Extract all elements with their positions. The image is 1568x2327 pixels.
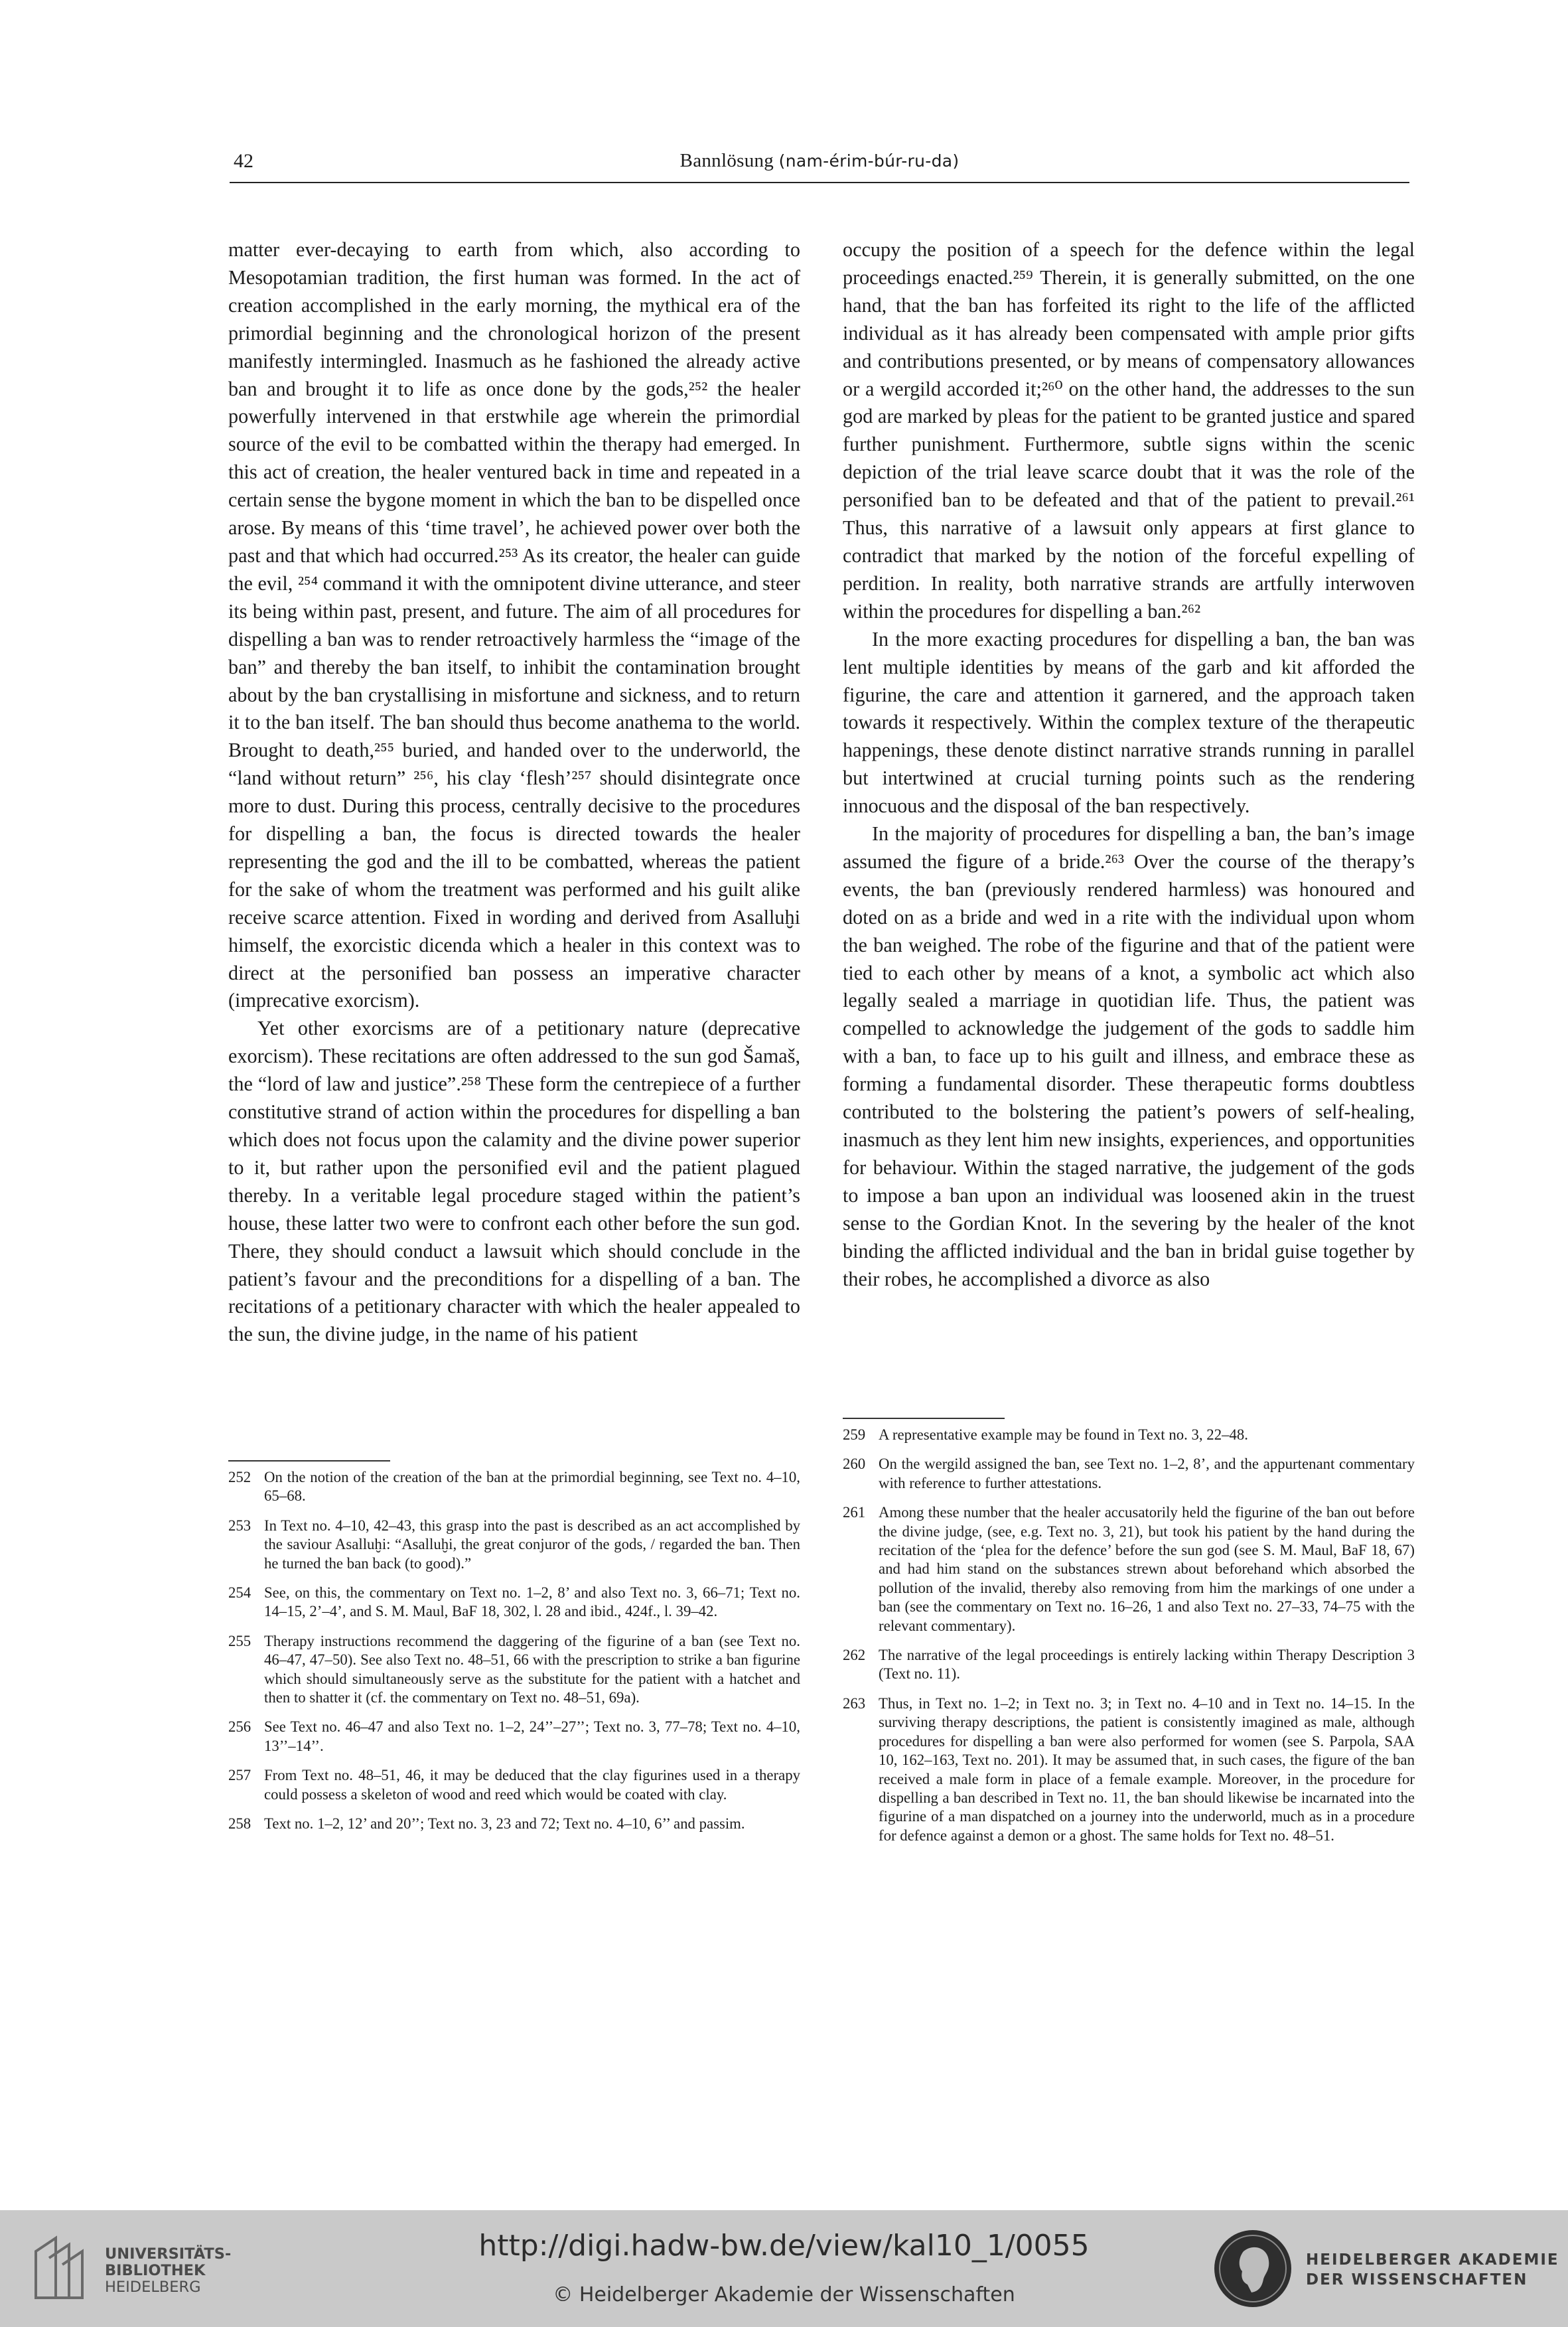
footnote-number: 262 [843, 1647, 866, 1664]
academy-seal-icon [1212, 2227, 1294, 2310]
footnote-number: 263 [843, 1694, 866, 1712]
footnote [228, 1517, 800, 1573]
running-header [230, 147, 1409, 183]
footnote [228, 1718, 800, 1756]
footnote-divider-right [843, 1418, 1005, 1419]
footnote-divider-left [228, 1460, 390, 1462]
footnote [843, 1455, 1415, 1493]
library-name-line-1: UNIVERSITÄTS- [105, 2245, 232, 2263]
running-title-main: Bannlösung [679, 150, 774, 171]
footnote-number: 259 [843, 1426, 866, 1443]
footnote-number: 255 [228, 1632, 251, 1649]
digitization-footer [0, 2210, 1568, 2327]
running-title [230, 150, 1409, 172]
footnote-text: See Text no. 46–47 and also Text no. 1–2, 24’’–27’’; Text no. 3, 77–78; Text no. 4–10, 13’’–14’’. [264, 1718, 800, 1754]
right-text-column [843, 236, 1415, 1293]
footnote [843, 1426, 1415, 1444]
running-title-transliteration: (nam-érim-búr-ru-da) [778, 151, 960, 171]
footnote [843, 1503, 1415, 1635]
footnote-number: 253 [228, 1517, 251, 1534]
footnote-text: On the wergild assigned the ban, see Text no. 1–2, 8’, and the appurtenant commentary with reference to further attestations. [879, 1456, 1415, 1491]
footnote-number: 252 [228, 1469, 251, 1485]
left-paragraph-1: matter ever-decaying to earth from which, also according to Mesopotamian tradition, the first human was formed. In the act of creation accomplished in the early morning, the mythical era of the primordial beginning and the chronological horizon of the present manifestly intermingled. Inasmuch as he fashioned the already active ban and brought it to life as once done by the gods,²⁵² the healer powerfully intervened in that erstwhile age wherein the primordial source of the evil to be combatted within the therapy had emerged. In this act of creation, the healer ventured back in time and repeated in a certain sense the bygone moment in which the ban to be dispelled once arose. By means of this ‘time travel’, he achieved power over both the past and that which had occurred.²⁵³ As its creator, the healer can guide the evil, ²⁵⁴ command it with the omnipotent divine utterance, and steer its being within past, present, and future. The aim of all procedures for dispelling a ban was to render retroactively harmless the “image of the ban” and thereby the ban itself, to inhibit the contamination brought about by the ban crystallising in misfortune and sickness, and to return it to the ban itself. The ban should thus become anathema to the world. Brought to death,²⁵⁵ buried, and handed over to the underworld, the “land without return” ²⁵⁶, his clay ‘flesh’²⁵⁷ should disintegrate once more to dust. During this process, centrally decisive to the procedures for dispelling a ban, the focus is directed towards the healer representing the god and the ill to be combatted, whereas the patient for the sake of whom the treatment was performed and his guilt alike receive scarce attention. Fixed in wording and derived from Asalluḫi himself, the exorcistic dicenda which a healer in this context was to direct at the personified ban possess an imperative character (imprecative exorcism). [228, 238, 800, 1012]
footnote-number: 260 [843, 1456, 866, 1473]
footnotes-left [228, 1468, 800, 1844]
footnote-text: A representative example may be found in Text no. 3, 22–48. [879, 1426, 1248, 1443]
footnote-text: Among these number that the healer accusatorily held the figurine of the ban out before the divine judge, (see, e.g. Text no. 3, 21), but took his patient by the hand during the recitation of the ‘plea for the defence’ before the sun god (see S. M. Maul, BaF 18, 67) and had him stand on the substances strewn about beforehand which absorbed the pollution of the invalid, thereby also removing from him the markings of one under a ban (see the commentary on Text no. 16–26, 1 and also Text no. 27–33, 74–75 with the relevant commentary). [879, 1504, 1415, 1634]
footnote-number: 256 [228, 1718, 251, 1736]
left-paragraph-2: Yet other exorcisms are of a petitionary nature (deprecative exorcism). These recitations are often addressed to the sun god Šamaš, the “lord of law and justice”.²⁵⁸ These form the centrepiece of a further constitutive strand of action within the procedures for dispelling a ban which does not focus upon the calamity and the divine power superior to it, but rather upon the personified evil and the patient plagued thereby. In a veritable legal procedure staged within the patient’s house, these latter two were to confront each other before the sun god. There, they should conduct a lawsuit which should conclude in the patient’s favour and the preconditions for a dispelling of a ban. The recitations of a petitionary character with which the healer appealed to the sun, the divine judge, in the name of his patient [228, 1017, 800, 1346]
footnote-number: 257 [228, 1767, 251, 1784]
footnote-text: Therapy instructions recommend the daggering of the figurine of a ban (see Text no. 46–47, 47–50). See also Text no. 48–51, 66 with the prescription to strike a ban figurine which should simultaneously serve as the substitute for the patient with a hatchet and then to shatter it (cf. the commentary on Text no. 48–51, 69a). [264, 1632, 800, 1706]
footnote [843, 1646, 1415, 1684]
footnote [843, 1694, 1415, 1845]
footnote-text: Text no. 1–2, 12’ and 20’’; Text no. 3, 23 and 72; Text no. 4–10, 6’’ and passim. [264, 1815, 745, 1833]
footnote-text: From Text no. 48–51, 46, it may be deduced that the clay figurines used in a therapy could possess a skeleton of wood and reed which would be coated with clay. [264, 1767, 800, 1803]
footnote [228, 1766, 800, 1804]
footnote [228, 1632, 800, 1708]
footnote-number: 258 [228, 1815, 251, 1833]
footnote [228, 1584, 800, 1621]
right-paragraph-3: In the majority of procedures for dispelling a ban, the ban’s image assumed the figure of a bride.²⁶³ Over the course of the therapy’s events, the ban (previously rendered harmless) was honoured and doted on as a bride and wed in a rite with the individual upon whom the ban weighed. The robe of the figurine and that of the patient were tied to each other by means of a knot, a symbolic act which also legally sealed a marriage in quotidian life. Thus, the patient was compelled to acknowledge the judgement of the gods to saddle him with a ban, to face up to his guilt and illness, and embrace these as forming a fundamental disorder. These therapeutic forms doubtless contributed to the bolstering the patient’s powers of self-healing, inasmuch as they lent him new insights, experiences, and opportunities for behaviour. Within the staged narrative, the judgement of the gods to impose a ban upon an individual was loosened akin in the truest sense to the Gordian Knot. In the severing by the healer of the knot binding the afflicted individual and the ban in bridal guise together by their robes, he accomplished a divorce as also [843, 822, 1415, 1290]
copyright-notice: © Heidelberger Akademie der Wissenschaften [553, 2283, 1015, 2306]
footnote [228, 1468, 800, 1506]
footnote-number: 261 [843, 1504, 866, 1521]
right-paragraph-2: In the more exacting procedures for dispelling a ban, the ban was lent multiple identities by means of the garb and kit afforded the figurine, the care and attention it garnered, and the approach taken towards it respectively. Within the complex texture of the therapeutic happenings, these denote distinct narrative strands running in parallel but intertwined at crucial turning points such as the rendering innocuous and the disposal of the ban respectively. [843, 627, 1415, 818]
academy-name-line-1: HEIDELBERGER AKADEMIE [1306, 2251, 1559, 2269]
footnote-text: In Text no. 4–10, 42–43, this grasp into the past is described as an act accomplished by the saviour Asalluḫi: “Asalluḫi, the great conjuror of the gods, / regarded the ban. Then he turned the ban back (to good).” [264, 1517, 800, 1572]
library-name-line-3: HEIDELBERG [105, 2279, 201, 2296]
footnote-text: The narrative of the legal proceedings is entirely lacking within Therapy Description 3 (Text no. 11). [879, 1647, 1415, 1683]
footnote-text: Thus, in Text no. 1–2; in Text no. 3; in Text no. 4–10 and in Text no. 14–15. In the surviving therapy descriptions, the patient is consistently imagined as male, although procedures for dispelling a ban were also performed for women (see S. Parpola, SAA 10, 162–163, Text no. 201). It may be assumed that, in such cases, the figure of the ban received a male form in place of a female example. Moreover, in the procedure for dispelling a ban described in Text no. 11, the ban should likewise be incarnated into the figurine of a man dispatched on a journey into the underworld, much as in a procedure for defence against a demon or a ghost. The same holds for Text no. 48–51. [879, 1694, 1415, 1844]
page-number: 42 [234, 150, 253, 172]
left-text-column [228, 236, 800, 1349]
footnotes-right [843, 1426, 1415, 1856]
footnote [228, 1815, 800, 1833]
footnote-text: See, on this, the commentary on Text no. 1–2, 8’ and also Text no. 3, 66–71; Text no. 14–15, 2’–4’, and S. M. Maul, BaF 18, 302, l. 28 and ibid., 424f., l. 39–42. [264, 1584, 800, 1620]
permalink-url[interactable]: http://digi.hadw-bw.de/view/kal10_1/0055 [478, 2229, 1090, 2263]
footnote-number: 254 [228, 1584, 251, 1602]
right-paragraph-1: occupy the position of a speech for the defence within the legal proceedings enacted.²⁵⁹ Therein, it is generally submitted, on the one hand, that the ban has forfeited its right to the life of the afflicted individual as it has already been compensated with ample prior gifts and contributions presented, or by means of compensatory allowances or a wergild accorded it;²⁶⁰ on the other hand, the addresses to the sun god are marked by pleas for the patient to be granted justice and spared further punishment. Furthermore, subtle signs within the scenic depiction of the trial leave scarce doubt that it was the role of the personified ban to be defeated and that of the patient to prevail.²⁶¹ Thus, this narrative of a lawsuit only appears at first glance to contradict that marked by the notion of the forceful expelling of perdition. In reality, both narrative strands are artfully interwoven within the procedures for dispelling a ban.²⁶² [843, 238, 1415, 623]
footnote-text: On the notion of the creation of the ban at the primordial beginning, see Text no. 4–10, 65–68. [264, 1469, 800, 1505]
academy-name [1306, 2250, 1559, 2290]
academy-name-line-2: DER WISSENSCHAFTEN [1306, 2271, 1528, 2289]
library-name-line-2: BIBLIOTHEK [105, 2262, 206, 2279]
